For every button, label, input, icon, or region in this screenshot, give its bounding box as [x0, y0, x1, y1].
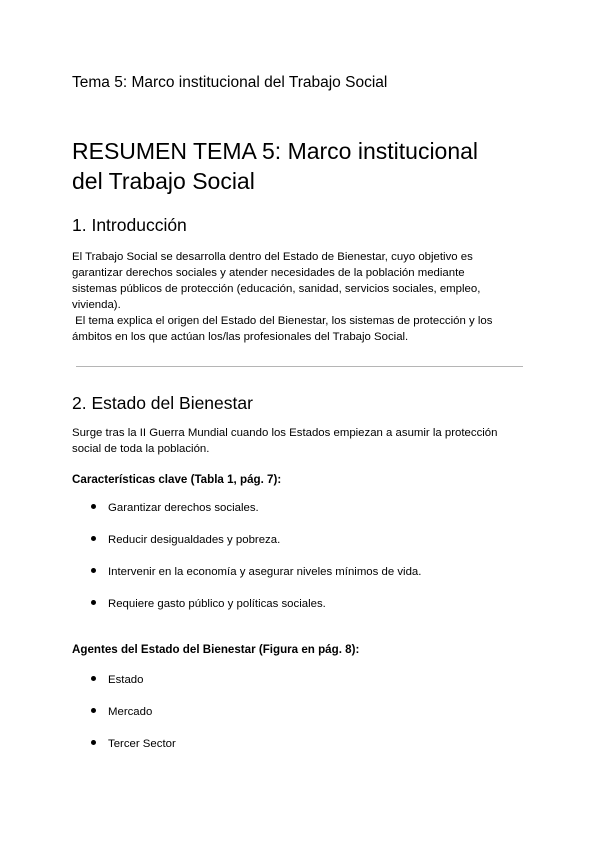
list-item-text: Requiere gasto público y políticas sociales.	[108, 598, 326, 610]
paragraph-line: ámbitos en los que actúan los/las profesionales del Trabajo Social.	[72, 331, 409, 343]
main-title-line-2: del Trabajo Social	[72, 168, 255, 194]
estado-bienestar-paragraph	[72, 425, 524, 457]
list-item-text: Mercado	[108, 706, 153, 718]
list-item	[91, 672, 143, 688]
main-title-line-1: RESUMEN TEMA 5: Marco institucional	[72, 138, 479, 164]
bullet-icon	[91, 708, 96, 713]
list-item-text: Intervenir en la economía y asegurar niveles mínimos de vida.	[108, 566, 422, 578]
bullet-icon	[91, 504, 96, 509]
agentes-heading: Agentes del Estado del Bienestar (Figura en pág. 8):	[72, 643, 360, 656]
bullet-icon	[91, 536, 96, 541]
bullet-icon	[91, 676, 96, 681]
list-item-text: Reducir desigualdades y pobreza.	[108, 534, 281, 546]
list-item	[91, 704, 152, 720]
bullet-icon	[91, 740, 96, 745]
list-item	[91, 564, 421, 580]
section-introduccion-heading: 1. Introducción	[72, 215, 187, 235]
section-estado-bienestar-heading: 2. Estado del Bienestar	[72, 393, 253, 413]
list-item	[91, 736, 176, 752]
bullet-icon	[91, 568, 96, 573]
paragraph-line: garantizar derechos sociales y atender necesidades de la población mediante	[72, 267, 465, 279]
caracteristicas-clave-heading: Características clave (Tabla 1, pág. 7):	[72, 473, 282, 486]
paragraph-line: Surge tras la II Guerra Mundial cuando los Estados empiezan a asumir la protección	[72, 427, 498, 439]
paragraph-line: vivienda).	[72, 299, 121, 311]
list-item-text: Estado	[108, 674, 144, 686]
horizontal-divider	[76, 366, 523, 367]
list-item	[91, 532, 280, 548]
list-item	[91, 596, 326, 612]
document-header-title: Tema 5: Marco institucional del Trabajo Social	[72, 74, 388, 91]
list-item-text: Garantizar derechos sociales.	[108, 502, 259, 514]
introduccion-paragraph	[72, 249, 524, 345]
paragraph-line: El Trabajo Social se desarrolla dentro del Estado de Bienestar, cuyo objetivo es	[72, 251, 473, 263]
paragraph-line: El tema explica el origen del Estado del Bienestar, los sistemas de protección y los	[72, 315, 493, 327]
main-title	[72, 136, 524, 196]
paragraph-line: sistemas públicos de protección (educación, sanidad, servicios sociales, empleo,	[72, 283, 481, 295]
paragraph-line: social de toda la población.	[72, 443, 210, 455]
list-item	[91, 500, 259, 516]
bullet-icon	[91, 600, 96, 605]
list-item-text: Tercer Sector	[108, 738, 176, 750]
